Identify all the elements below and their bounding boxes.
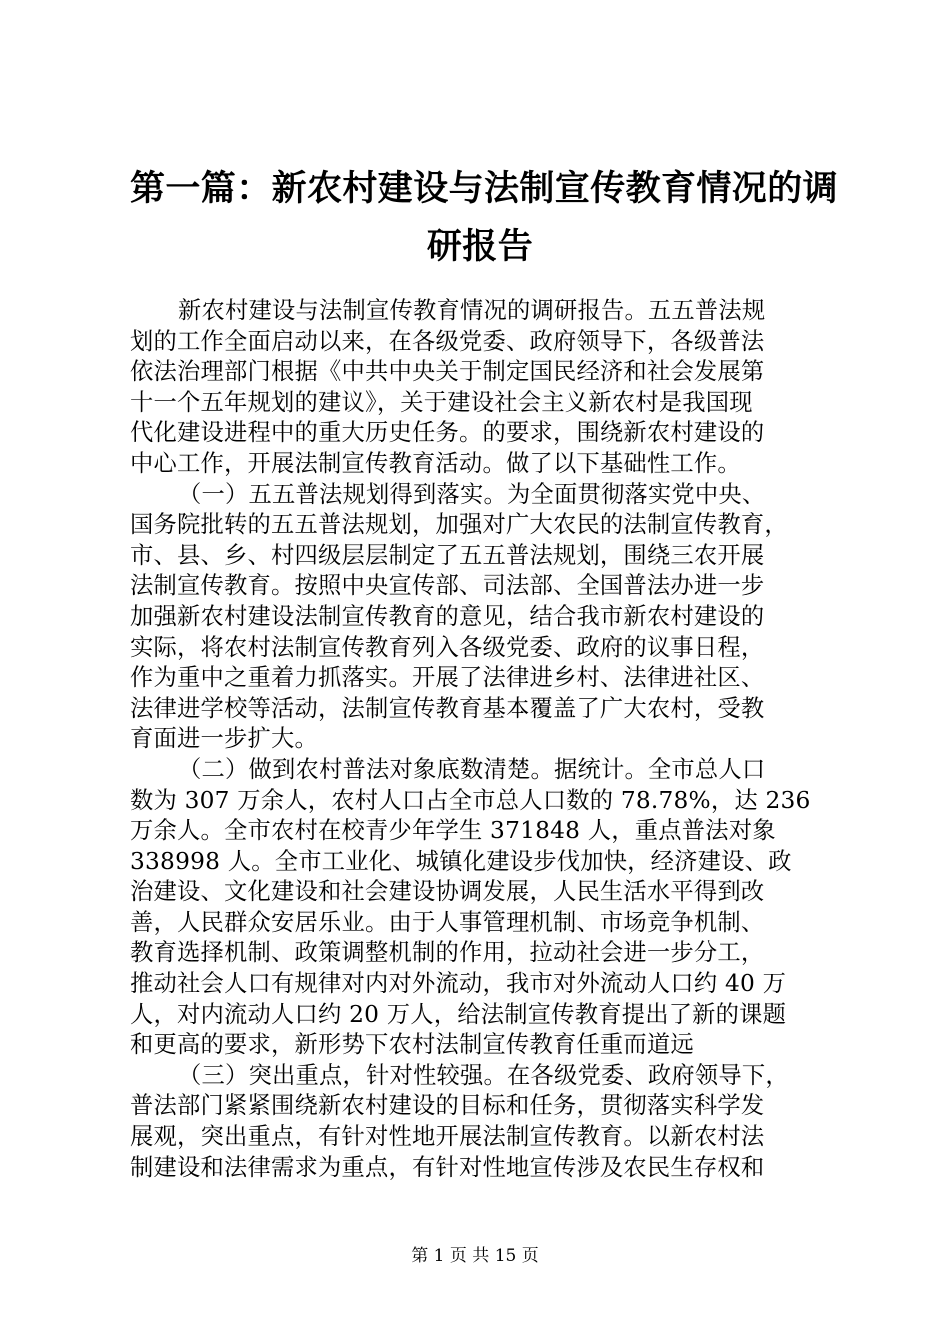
text-line: 推动社会人口有规律对内对外流动，我市对外流动人口约 40 万 [130, 970, 787, 998]
title-line: 研报告 [426, 226, 534, 267]
text-line: 人，对内流动人口约 20 万人，给法制宣传教育提出了新的课题 [130, 1000, 787, 1028]
page-footer: 第 1 页 共 15 页 [411, 1246, 539, 1266]
text-line: 加强新农村建设法制宣传教育的意见，结合我市新农村建设的 [130, 602, 765, 630]
text-line: 法律进学校等活动，法制宣传教育基本覆盖了广大农村，受教 [130, 694, 765, 722]
text-line: 万余人。全市农村在校青少年学生 371848 人，重点普法对象 [130, 817, 776, 845]
text-line: 治建设、文化建设和社会建设协调发展，人民生活水平得到改 [130, 878, 765, 906]
paragraph-section-2 [130, 755, 830, 1061]
text-line: 国务院批转的五五普法规划，加强对广大农民的法制宣传教育， [130, 511, 788, 539]
text-line: 展观，突出重点，有针对性地开展法制宣传教育。以新农村法 [130, 1123, 765, 1151]
text-line: （二）做到农村普法对象底数清楚。据统计。全市总人口 [178, 755, 766, 783]
text-line: 数为 307 万余人，农村人口占全市总人口数的 78.78%，达 236 [130, 786, 811, 814]
paragraph-section-1 [130, 480, 830, 755]
text-line: 代化建设进程中的重大历史任务。的要求，围绕新农村建设的 [130, 419, 765, 447]
text-line: 市、县、乡、村四级层层制定了五五普法规划，围绕三农开展 [130, 541, 765, 569]
text-line: 育面进一步扩大。 [130, 725, 318, 753]
text-line: 法制宣传教育。按照中央宣传部、司法部、全国普法办进一步 [130, 572, 765, 600]
text-line: 划的工作全面启动以来，在各级党委、政府领导下，各级普法 [130, 327, 765, 355]
text-line: 制建设和法律需求为重点，有针对性地宣传涉及农民生存权和 [130, 1153, 765, 1181]
text-line: （三）突出重点，针对性较强。在各级党委、政府领导下， [178, 1061, 789, 1089]
text-line: 十一个五年规划的建议》，关于建设社会主义新农村是我国现 [130, 388, 753, 416]
text-line: 新农村建设与法制宣传教育情况的调研报告。五五普法规 [178, 297, 766, 324]
text-line: 普法部门紧紧围绕新农村建设的目标和任务，贯彻落实科学发 [130, 1092, 765, 1120]
text-line: 作为重中之重着力抓落实。开展了法律进乡村、法律进社区、 [130, 664, 765, 692]
text-line: 实际，将农村法制宣传教育列入各级党委、政府的议事日程， [130, 633, 765, 661]
text-line: 和更高的要求，新形势下农村法制宣传教育任重而道远 [130, 1031, 694, 1059]
paragraph-section-3 [130, 1061, 830, 1183]
title-line: 第一篇：新农村建设与法制宣传教育情况的调 [130, 168, 839, 209]
document-title [130, 160, 839, 276]
paragraph-intro [130, 296, 830, 480]
text-line: 中心工作，开展法制宣传教育活动。做了以下基础性工作。 [130, 449, 741, 477]
text-line: 依法治理部门根据《中共中央关于制定国民经济和社会发展第 [130, 358, 765, 386]
text-line: （一）五五普法规划得到落实。为全面贯彻落实党中央、 [178, 480, 766, 508]
text-line: 善，人民群众安居乐业。由于人事管理机制、市场竞争机制、 [130, 908, 765, 936]
document-body [130, 296, 830, 1183]
text-line: 教育选择机制、政策调整机制的作用，拉动社会进一步分工， [130, 939, 765, 967]
text-line: 338998 人。全市工业化、城镇化建设步伐加快，经济建设、政 [130, 847, 792, 875]
